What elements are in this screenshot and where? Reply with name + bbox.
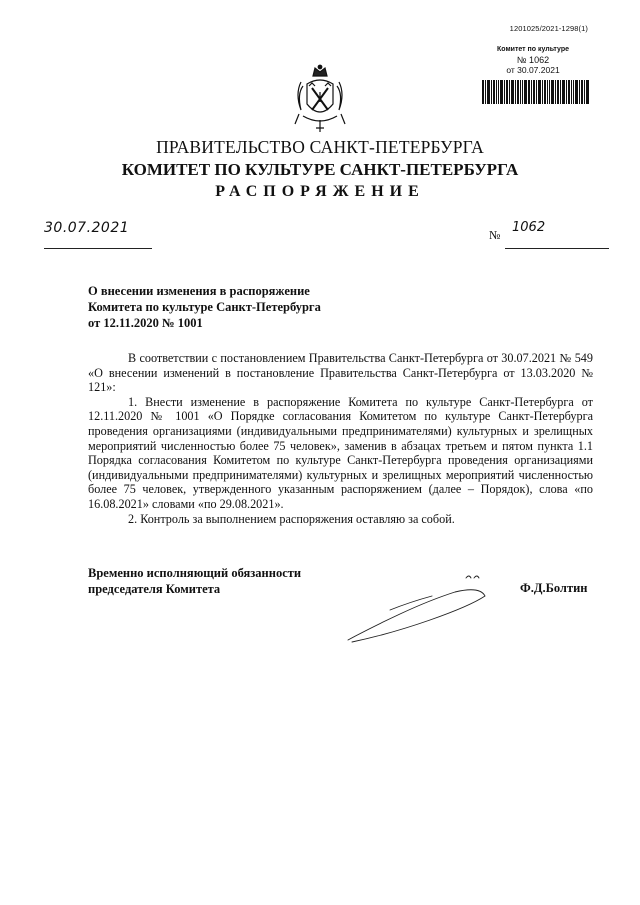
document-type-heading: РАСПОРЯЖЕНИЕ [215,183,425,200]
government-heading: ПРАВИТЕЛЬСТВО САНКТ-ПЕТЕРБУРГА [156,137,484,157]
body-paragraph: 2. Контроль за выполнением распоряжения оставляю за собой. [128,511,455,526]
subject-line: Комитета по культуре Санкт-Петербурга [88,300,321,314]
subject-line: от 12.11.2020 № 1001 [88,316,203,330]
signatory-title-line: председателя Комитета [88,582,221,596]
document-subject [88,283,321,331]
barcode-icon [482,80,590,104]
signatory-title-line: Временно исполняющий обязанности [88,566,302,580]
stamp-number: № 1062 [516,55,550,65]
order-number-label: № [489,228,501,242]
document-body [88,351,593,526]
registration-stamp [478,45,588,75]
registration-number: 1201025/2021-1298(1) [509,24,588,33]
order-number-handwritten: 1062 [512,220,546,235]
order-date-handwritten: 30.07.2021 [44,220,130,236]
stamp-committee: Комитет по культуре [497,46,569,53]
body-paragraph: 1. Внести изменение в распоряжение Комитета по культуре Санкт-Петербурга от 12.11.2020 № 1001 «О Порядке согласования Комитетом по культуре Санкт-Петербурга проведения организациями (индивидуальными предпринимателями) культурных и зрелищных мероприятий численностью более 75 человек», заменив в абзацах третьем и пятом пункта 1.1 Порядка согласования Комитетом по культуре Санкт-Петербурга проведения организациями (индивидуальными предпринимателями) культурных и зрелищных мероприятий численностью более 75 человек, утвержденного указанным распоряжением (далее – Порядок), слова «по 16.08.2021» словами «по 29.08.2021». [88,394,593,511]
stamp-date: от 30.07.2021 [506,65,560,75]
coat-of-arms-icon [293,64,347,134]
committee-heading: КОМИТЕТ ПО КУЛЬТУРЕ САНКТ-ПЕТЕРБУРГА [121,160,519,179]
body-paragraph: В соответствии с постановлением Правительства Санкт-Петербурга от 30.07.2021 № 549 «О внесении изменений в постановление Правительства Санкт-Петербурга от 13.03.2020 № 121»: [88,351,593,395]
signatory-title [88,565,301,597]
subject-line: О внесении изменения в распоряжение [88,284,310,298]
signatory-name: Ф.Д.Болтин [520,581,588,595]
handwritten-signature-icon [330,570,500,650]
